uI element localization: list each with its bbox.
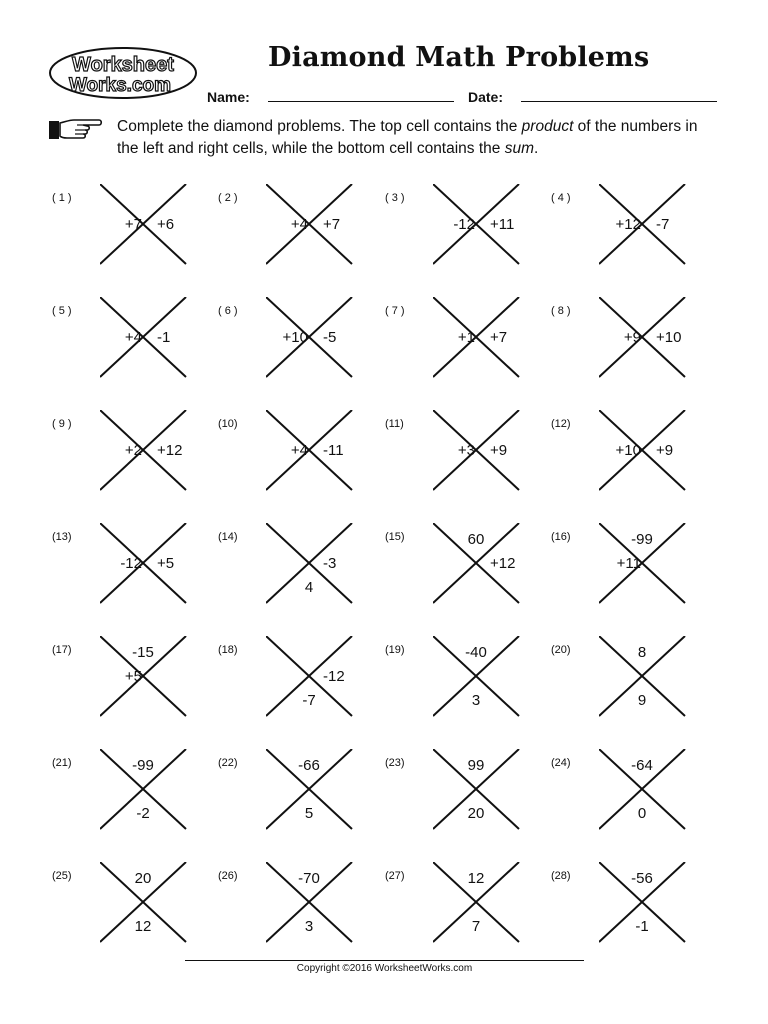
diamond [433, 297, 523, 381]
diamond-left-cell: +2 [124, 442, 142, 459]
diamond [599, 297, 689, 381]
diamond-right-cell: +9 [490, 442, 508, 459]
diamond [100, 184, 190, 268]
diamond-top-cell: 20 [134, 870, 152, 887]
diamond-top-cell: 12 [467, 870, 485, 887]
diamond-right-cell: +12 [490, 555, 516, 572]
instructions [117, 116, 717, 160]
name-field[interactable] [268, 101, 454, 102]
worksheetworks-logo [48, 46, 198, 100]
diamond-problem [385, 297, 545, 397]
instructions-sum-word: sum [504, 140, 535, 157]
diamond [266, 636, 356, 720]
problem-number: ( 8 ) [551, 305, 571, 317]
diamond [599, 862, 689, 946]
diamond-left-cell: +1 [457, 329, 475, 346]
diamond-bottom-cell: 12 [134, 918, 152, 935]
diamond-bottom-cell: 20 [467, 805, 485, 822]
diamond [433, 636, 523, 720]
diamond [599, 184, 689, 268]
date-field[interactable] [521, 101, 717, 102]
diamond-right-cell: +5 [157, 555, 175, 572]
instructions-text-2: of the numbers in the left and right cells, while the bottom cell contains the [117, 118, 698, 157]
diamond-problem [385, 410, 545, 510]
diamond-problem [385, 523, 545, 623]
diamond-top-cell: -56 [631, 870, 653, 887]
diamond-problem [551, 749, 711, 849]
diamond [266, 410, 356, 494]
diamond-problem [218, 636, 378, 736]
diamond-problem [52, 184, 212, 284]
diamond [433, 523, 523, 607]
problem-number: (12) [551, 418, 571, 430]
diamond-left-cell: +10 [615, 442, 641, 459]
diamond-cross [433, 297, 523, 381]
problem-number: (20) [551, 644, 571, 656]
diamond-left-cell: +3 [457, 442, 475, 459]
diamond [433, 410, 523, 494]
diamond-left-cell: +11 [616, 555, 641, 572]
problem-number: (24) [551, 757, 571, 769]
problem-number: ( 2 ) [218, 192, 238, 204]
diamond-bottom-cell: 3 [304, 918, 314, 935]
diamond [100, 862, 190, 946]
diamond-left-cell: +12 [615, 216, 641, 233]
diamond-top-cell: 60 [467, 531, 485, 548]
diamond-top-cell: -99 [132, 757, 154, 774]
problem-number: ( 4 ) [551, 192, 571, 204]
diamond-right-cell: -12 [323, 668, 345, 685]
diamond-problem [52, 410, 212, 510]
problem-number: (11) [385, 418, 404, 430]
diamond [433, 862, 523, 946]
diamond-left-cell: +4 [124, 329, 142, 346]
diamond-problem [385, 862, 545, 962]
diamond-cross [599, 184, 689, 268]
copyright: Copyright ©2016 WorksheetWorks.com [296, 963, 473, 974]
diamond [599, 636, 689, 720]
diamond-problem [218, 184, 378, 284]
diamond-cross [100, 184, 190, 268]
diamond [266, 749, 356, 833]
page-title: Diamond Math Problems [268, 42, 650, 73]
diamond-right-cell: +12 [157, 442, 183, 459]
diamond [100, 410, 190, 494]
diamond-cross [100, 297, 190, 381]
footer-divider [185, 960, 584, 961]
diamond-problem [52, 636, 212, 736]
problem-number: (19) [385, 644, 405, 656]
diamond-right-cell: -5 [323, 329, 337, 346]
diamond-right-cell: +11 [490, 216, 515, 233]
diamond-right-cell: +6 [157, 216, 175, 233]
logo-graphic [48, 46, 198, 100]
diamond-problem [52, 523, 212, 623]
diamond-left-cell: +4 [290, 216, 308, 233]
diamond-bottom-cell: -1 [635, 918, 649, 935]
diamond-problem [385, 749, 545, 849]
diamond-problem [385, 184, 545, 284]
diamond [100, 749, 190, 833]
problem-number: (26) [218, 870, 238, 882]
diamond-bottom-cell: -7 [302, 692, 316, 709]
diamond-right-cell: +7 [490, 329, 508, 346]
problem-number: (13) [52, 531, 72, 543]
problem-number: (23) [385, 757, 405, 769]
diamond-bottom-cell: 0 [637, 805, 647, 822]
diamond [266, 862, 356, 946]
diamond-bottom-cell: -2 [136, 805, 150, 822]
diamond-left-cell: +5 [124, 668, 142, 685]
diamond-problem [218, 523, 378, 623]
diamond-problem [551, 184, 711, 284]
name-label: Name: [207, 89, 250, 105]
diamond-top-cell: -70 [298, 870, 320, 887]
diamond [266, 184, 356, 268]
diamond-right-cell: -1 [157, 329, 171, 346]
diamond-right-cell: +7 [323, 216, 341, 233]
diamond [266, 523, 356, 607]
diamond-problem [218, 749, 378, 849]
diamond-bottom-cell: 3 [471, 692, 481, 709]
diamond-cross [599, 410, 689, 494]
problem-number: ( 1 ) [52, 192, 72, 204]
diamond [100, 523, 190, 607]
diamond-problem [551, 862, 711, 962]
problem-number: ( 6 ) [218, 305, 238, 317]
instructions-text-3: . [534, 140, 539, 157]
diamond-problem [52, 749, 212, 849]
diamond-top-cell: -15 [132, 644, 154, 661]
diamond-top-cell: 99 [467, 757, 485, 774]
problem-number: ( 5 ) [52, 305, 72, 317]
diamond-right-cell: -3 [323, 555, 337, 572]
problem-number: (21) [52, 757, 72, 769]
problem-number: (10) [218, 418, 238, 430]
diamond [433, 749, 523, 833]
diamond-problem [551, 410, 711, 510]
diamond-left-cell: +7 [124, 216, 142, 233]
problem-number: (22) [218, 757, 238, 769]
svg-text:Worksheet: Worksheet [72, 54, 174, 76]
diamond-top-cell: -66 [298, 757, 320, 774]
problem-number: (25) [52, 870, 72, 882]
diamond-top-cell: -64 [631, 757, 653, 774]
diamond-problem [218, 862, 378, 962]
diamond [599, 523, 689, 607]
diamond-problem [551, 297, 711, 397]
problem-number: (28) [551, 870, 571, 882]
diamond-cross [266, 184, 356, 268]
diamond-problem [218, 410, 378, 510]
diamond-problem [52, 297, 212, 397]
diamond [599, 749, 689, 833]
diamond [433, 184, 523, 268]
diamond-cross [266, 297, 356, 381]
diamond-bottom-cell: 7 [471, 918, 481, 935]
svg-text:Works.com: Works.com [68, 75, 172, 96]
diamond-left-cell: +4 [290, 442, 308, 459]
problem-number: (15) [385, 531, 405, 543]
problem-number: (27) [385, 870, 405, 882]
diamond-right-cell: +10 [656, 329, 682, 346]
diamond-problem [551, 523, 711, 623]
diamond-bottom-cell: 5 [304, 805, 314, 822]
diamond [266, 297, 356, 381]
problem-number: ( 3 ) [385, 192, 405, 204]
diamond-bottom-cell: 9 [637, 692, 647, 709]
diamond-right-cell: -7 [656, 216, 670, 233]
problem-number: (18) [218, 644, 238, 656]
pointing-hand-icon [47, 115, 103, 143]
diamond-bottom-cell: 4 [304, 579, 314, 596]
diamond-left-cell: +10 [282, 329, 308, 346]
problem-number: (17) [52, 644, 72, 656]
diamond-right-cell: +9 [656, 442, 674, 459]
diamond-top-cell: -99 [631, 531, 653, 548]
diamond-top-cell: -40 [465, 644, 487, 661]
diamond-top-cell: 8 [637, 644, 647, 661]
problem-number: (16) [551, 531, 571, 543]
instructions-text-1: Complete the diamond problems. The top cell contains the [117, 118, 522, 135]
diamond [100, 636, 190, 720]
diamond-left-cell: +9 [623, 329, 641, 346]
diamond [599, 410, 689, 494]
diamond-problem [385, 636, 545, 736]
diamond [100, 297, 190, 381]
date-label: Date: [468, 89, 504, 105]
diamond-right-cell: -11 [323, 442, 344, 459]
diamond-cross [100, 523, 190, 607]
instructions-product-word: product [521, 118, 574, 135]
diamond-problem [218, 297, 378, 397]
diamond-cross [433, 410, 523, 494]
problem-number: ( 7 ) [385, 305, 405, 317]
diamond-problem [52, 862, 212, 962]
diamond-problem [551, 636, 711, 736]
problem-number: (14) [218, 531, 238, 543]
diamond-left-cell: -12 [120, 555, 142, 572]
problem-number: ( 9 ) [52, 418, 72, 430]
diamond-left-cell: -12 [453, 216, 475, 233]
